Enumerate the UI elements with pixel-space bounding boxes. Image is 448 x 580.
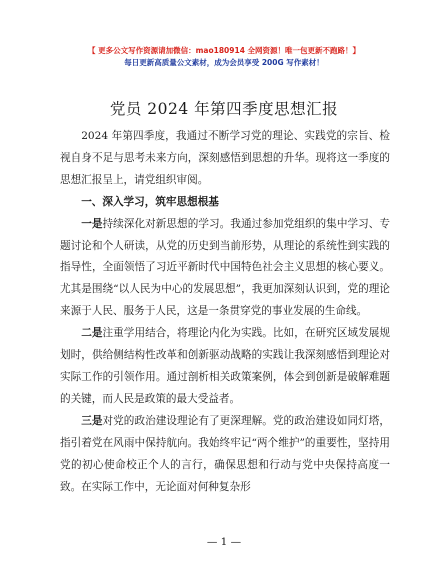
- page-number: — 1 —: [206, 536, 242, 548]
- paragraph-2: [60, 323, 390, 411]
- paragraph-1: [60, 214, 390, 324]
- document-body: [60, 126, 390, 498]
- intro-paragraph: 2024 年第四季度，我通过不断学习党的理论、实践党的宗旨、检视自身不足与思考未来方向，深刻感悟到思想的升华。现将这一季度的思想汇报呈上，请党组织审阅。: [60, 130, 390, 186]
- promo-banner-line-2: 每日更新高质量公文素材，成为会员享受 200G 写作素材！: [124, 58, 324, 67]
- paragraph-3-lead: 三是: [81, 414, 103, 427]
- document-title: 党员 2024 年第四季度思想汇报: [109, 100, 339, 118]
- section-heading: 一、深入学习，筑牢思想根基: [81, 195, 219, 208]
- paragraph-3: [60, 411, 390, 499]
- paragraph-1-lead: 一是: [81, 217, 103, 230]
- promo-banner-line-1: 【 更多公文写作资源请加微信：mao180914 全网资源！唯一包更新不跑路！】: [87, 46, 361, 55]
- paragraph-2-lead: 二是: [81, 327, 103, 340]
- paragraph-2-text: 注重学用结合，将理论内化为实践。比如，在研究区域发展规划时，供给侧结构性改革和创新驱动战略的实践让我深刻感悟到理论对实际工作的引领作用。通过剖析相关政策案例，体会到创新是破解难题的关键，而人民是政策的最大受益者。: [60, 327, 391, 405]
- paragraph-3-text: 对党的政治建设理论有了更深理解。党的政治建设如同灯塔，指引着党在风雨中保持航向。我始终牢记“两个维护”的重要性，坚持用党的初心使命校正个人的言行，确保思想和行动与党中央保持高度一致。在实际工作中，无论面对何种复杂形: [60, 414, 391, 493]
- paragraph-1-text: 持续深化对新思想的学习。我通过参加党组织的集中学习、专题讨论和个人研读，从党的历史到当前形势，从理论的系统性到实践的指导性，全面领悟了习近平新时代中国特色社会主义思想的核心要义。尤其是围绕“以人民为中心的发展思想”，我更加深刻认识到，党的理论来源于人民、服务于人民，这是一条贯穿党的事业发展的生命线。: [60, 217, 391, 318]
